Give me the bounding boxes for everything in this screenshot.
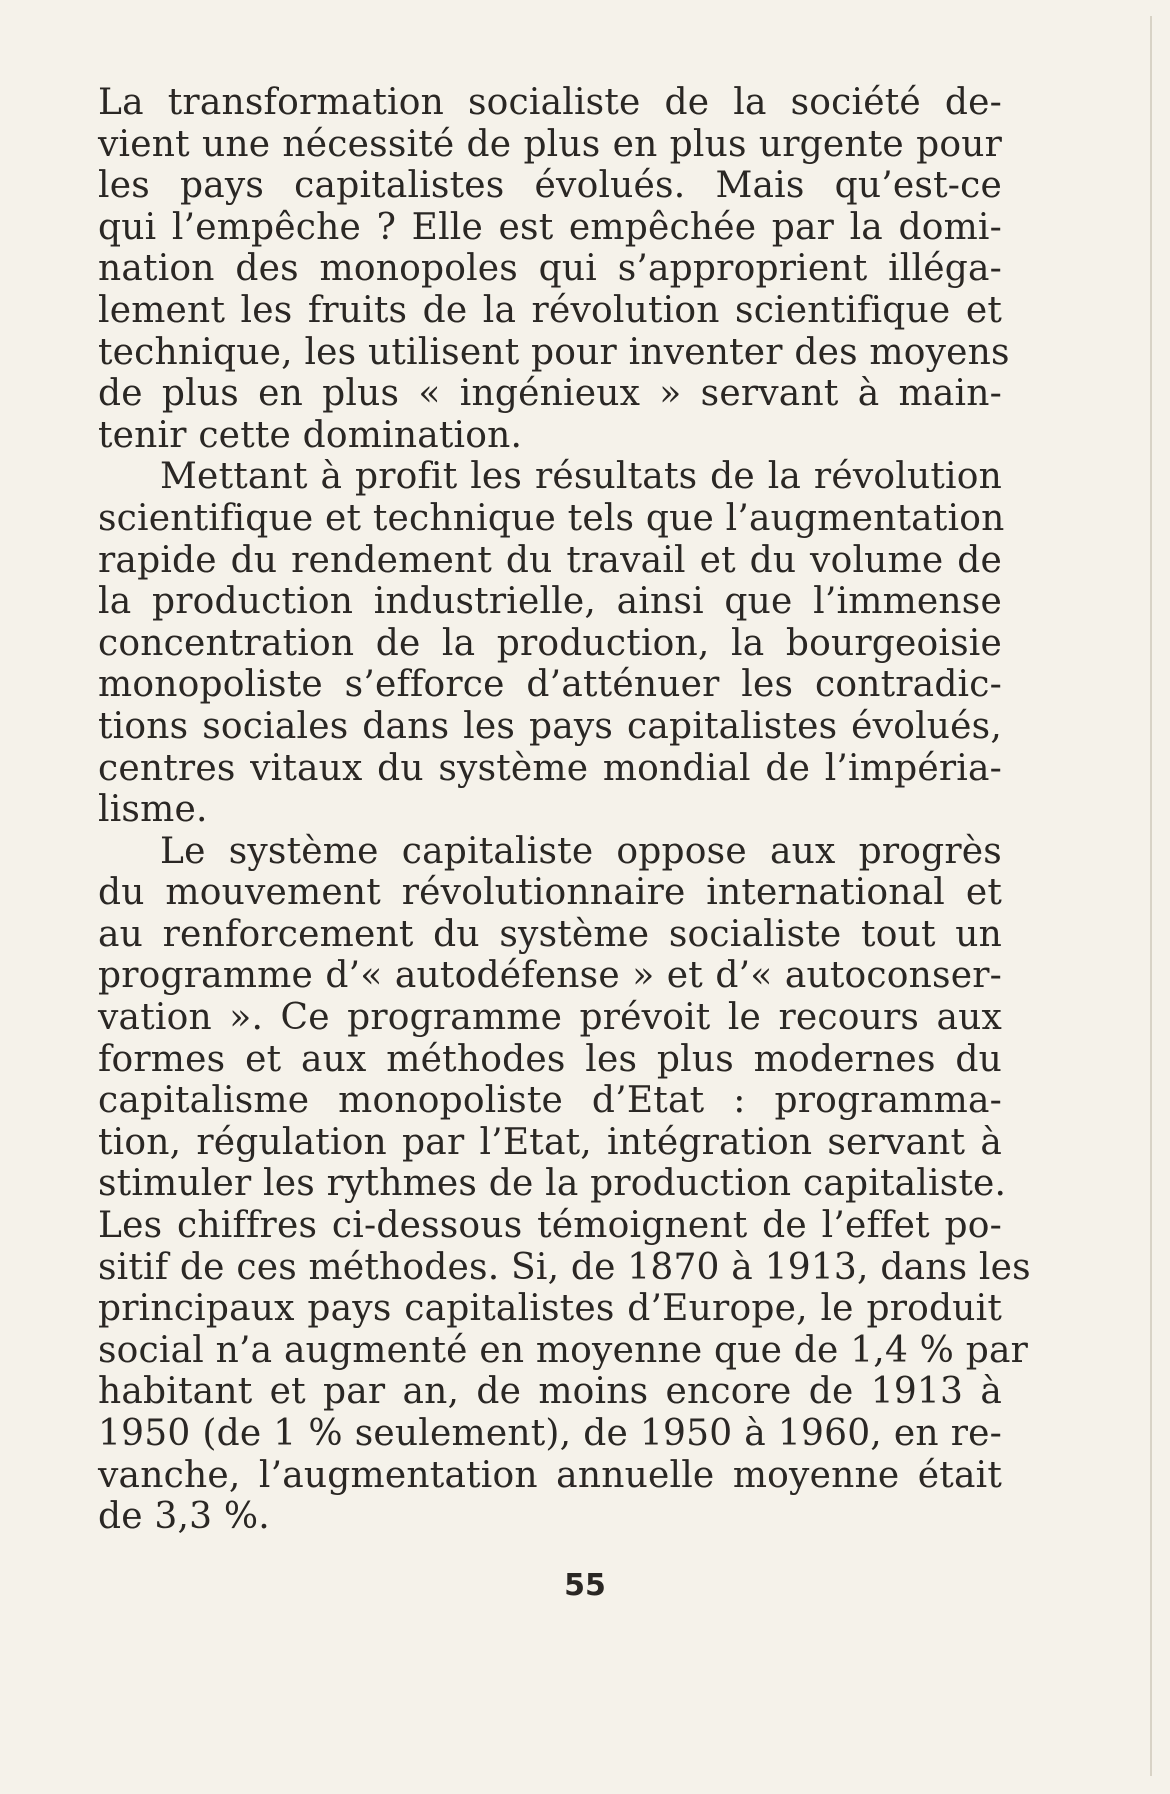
text-line: la production industrielle, ainsi que l’immense <box>98 581 1002 623</box>
text-line: les pays capitalistes évolués. Mais qu’est-ce <box>98 165 1002 207</box>
text-line: tion, régulation par l’Etat, intégration servant à <box>98 1121 1002 1163</box>
text-line: vanche, l’augmentation annuelle moyenne était <box>98 1454 1002 1496</box>
text-line: stimuler les rythmes de la production capitaliste. <box>98 1163 1007 1205</box>
text-line: du mouvement révolutionnaire international et <box>98 872 1002 914</box>
text-line: Mettant à profit les résultats de la révolution <box>160 456 1002 498</box>
text-line: habitant et par an, de moins encore de 1913 à <box>98 1371 1002 1413</box>
text-line: de 3,3 %. <box>98 1496 270 1538</box>
page-number: 55 <box>564 1568 606 1603</box>
text-line: La transformation socialiste de la société de- <box>98 82 1002 123</box>
text-line: tenir cette domination. <box>98 414 523 456</box>
text-line: concentration de la production, la bourgeoisie <box>98 622 1002 664</box>
text-line: principaux pays capitalistes d’Europe, le produit <box>98 1288 1002 1330</box>
text-line: nation des monopoles qui s’approprient illéga- <box>98 248 1002 290</box>
text-line: au renforcement du système socialiste tout un <box>98 913 1002 955</box>
text-line: social n’a augmenté en moyenne que de 1,4 % par <box>98 1329 1029 1371</box>
text-line: centres vitaux du système mondial de l’impéria- <box>98 747 1002 789</box>
text-line: capitalisme monopoliste d’Etat : programma- <box>98 1080 1002 1122</box>
text-line: tions sociales dans les pays capitalistes évolués, <box>98 705 1002 747</box>
text-line: programme d’« autodéfense » et d’« autoconser- <box>98 955 1002 997</box>
text-line: Le système capitaliste oppose aux progrès <box>160 830 1002 872</box>
text-line: de plus en plus « ingénieux » servant à main- <box>98 373 1002 415</box>
page-edge-line <box>1150 16 1152 1776</box>
text-line: lisme. <box>98 789 208 831</box>
text-line: formes et aux méthodes les plus modernes du <box>98 1038 1002 1080</box>
text-line: Les chiffres ci-dessous témoignent de l’effet po- <box>98 1205 1002 1247</box>
text-line: sitif de ces méthodes. Si, de 1870 à 1913, dans les <box>98 1246 1031 1288</box>
text-line: technique, les utilisent pour inventer des moyens <box>98 331 1010 373</box>
text-line: rapide du rendement du travail et du volume de <box>98 539 1002 581</box>
body-text <box>98 82 1031 1538</box>
text-line: vation ». Ce programme prévoit le recours aux <box>98 997 1002 1039</box>
text-line: vient une nécessité de plus en plus urgente pour <box>98 123 1002 165</box>
text-line: scientifique et technique tels que l’augmentation <box>98 497 1005 539</box>
text-line: qui l’empêche ? Elle est empêchée par la domi- <box>98 206 1002 248</box>
text-line: monopoliste s’efforce d’atténuer les contradic- <box>98 664 1002 706</box>
text-line: lement les fruits de la révolution scientifique et <box>98 289 1002 331</box>
text-line: 1950 (de 1 % seulement), de 1950 à 1960, en re- <box>98 1413 1002 1454</box>
